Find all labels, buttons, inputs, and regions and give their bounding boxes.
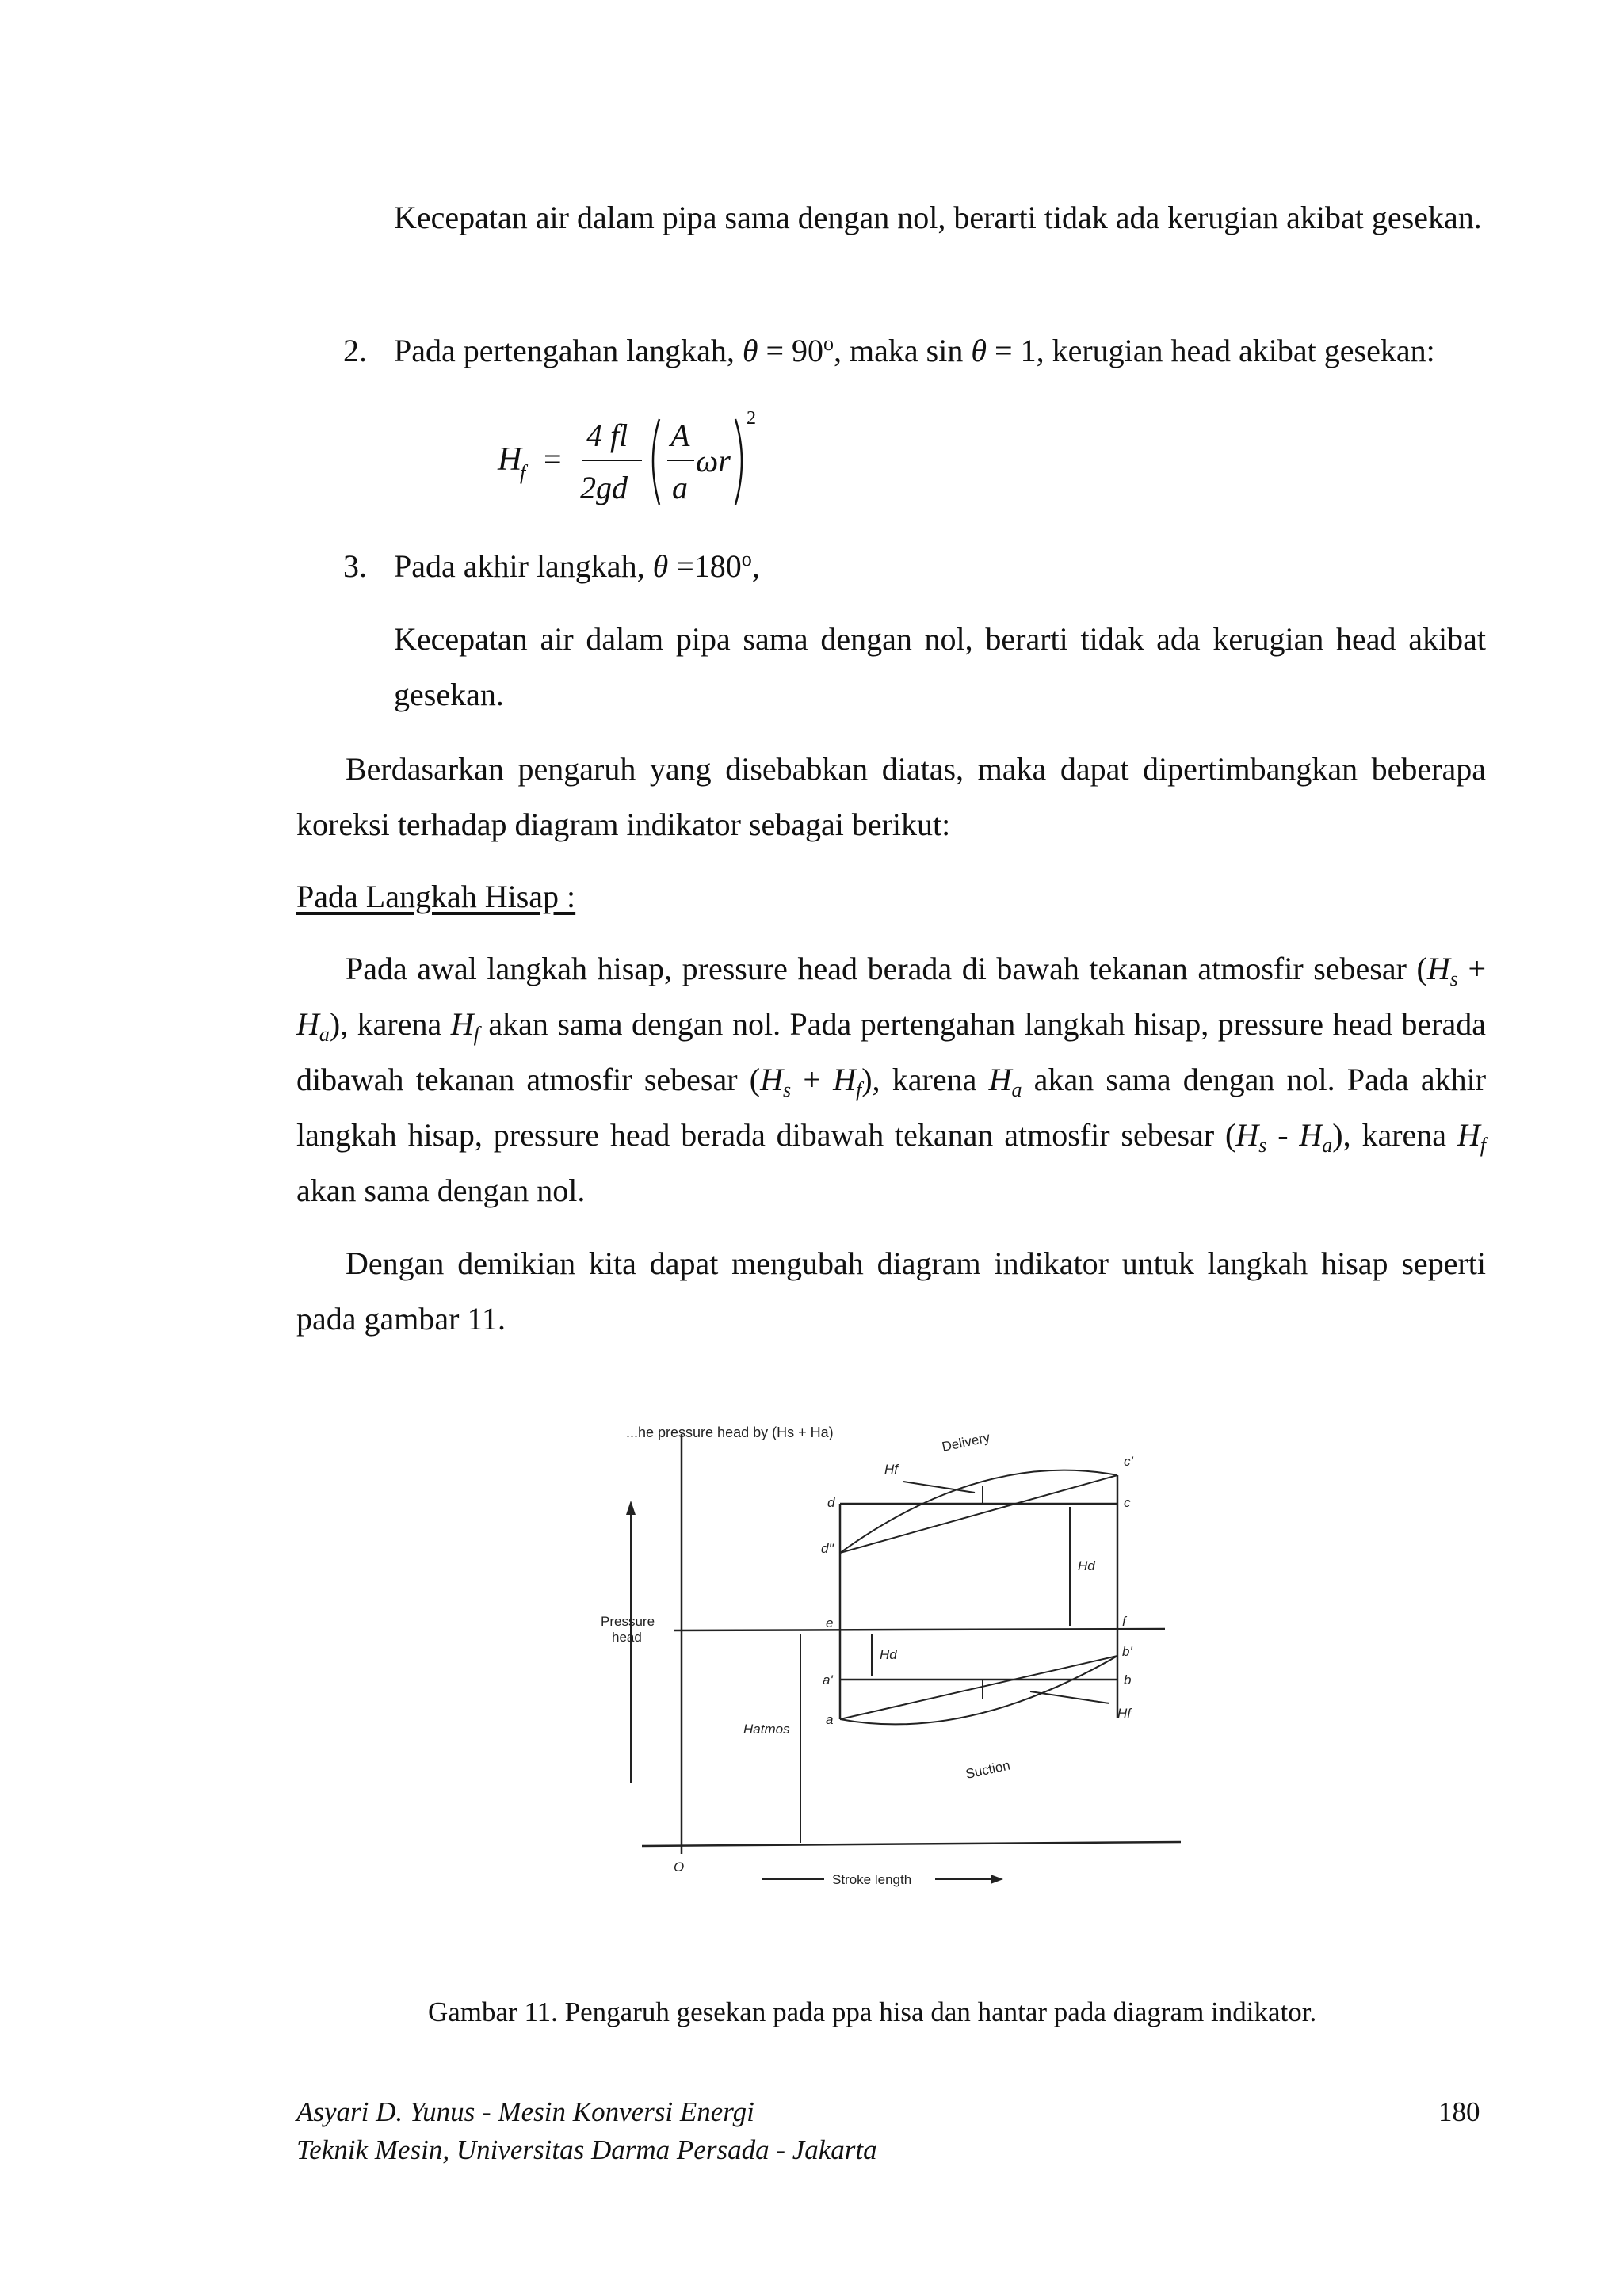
delivery-diagonal	[840, 1475, 1117, 1553]
subscript: f	[473, 1023, 479, 1046]
text-run: ), karena	[861, 1062, 989, 1097]
formula-a: a	[672, 470, 688, 505]
footer-line-2: Teknik Mesin, Universitas Darma Persada - Jakarta	[296, 2134, 877, 2165]
subscript: f	[1480, 1134, 1486, 1157]
point-b1: b'	[1122, 1644, 1132, 1659]
suction-diagonal	[840, 1656, 1117, 1719]
point-a1: a'	[823, 1672, 833, 1688]
subscript: a	[319, 1023, 330, 1046]
hf-pointer	[1030, 1691, 1109, 1703]
paragraph-awal-langkah	[296, 941, 1486, 1219]
list-item-2	[343, 323, 1500, 379]
subscript: a	[1322, 1134, 1333, 1157]
theta-symbol: θ	[742, 333, 758, 368]
footer-author	[296, 2093, 877, 2169]
text-run: -	[1266, 1117, 1300, 1153]
figure-top-fragment: ...he pressure head by (Hs + Ha)	[626, 1425, 834, 1440]
theta-symbol: θ	[652, 548, 669, 584]
item2-text-a: Pada pertengahan langkah,	[394, 333, 743, 368]
point-b: b	[1124, 1672, 1132, 1688]
subscript: s	[1449, 967, 1458, 990]
symbol-H: H	[833, 1062, 856, 1097]
figure-caption: Gambar 11. Pengaruh gesekan pada ppa hisa dan hantar pada diagram indikator.	[428, 1997, 1317, 2027]
point-d2: d''	[821, 1541, 834, 1556]
text-run: ), karena	[1332, 1117, 1457, 1153]
item2-text-b: = 90	[758, 333, 824, 368]
paragraph-dengan-demikian: Dengan demikian kita dapat mengubah diagram indikator untuk langkah hisap seperti pada gambar 11.	[296, 1245, 1486, 1337]
list-number: 3.	[343, 548, 367, 584]
list-item-3	[343, 539, 1500, 594]
suction-label: Suction	[964, 1757, 1012, 1782]
arrow-head	[626, 1501, 636, 1515]
hf-bottom-label: Hf	[1117, 1706, 1131, 1721]
formula-A: A	[670, 418, 690, 453]
footer-line-1: Asyari D. Yunus - Mesin Konversi Energi	[296, 2096, 754, 2127]
indicator-diagram-figure	[555, 1418, 1189, 1909]
point-e: e	[826, 1615, 834, 1630]
symbol-H: H	[1457, 1117, 1480, 1153]
friction-head-formula	[491, 400, 777, 527]
degree-superscript: o	[823, 332, 834, 355]
item3-text-b: =180	[668, 548, 742, 584]
paragraph-berdasarkan: Berdasarkan pengaruh yang disebabkan diatas, maka dapat dipertimbangkan beberapa koreksi terhadap diagram indikator sebagai berikut:	[296, 751, 1486, 842]
symbol-H: H	[1426, 951, 1450, 986]
formula-numerator: 4 fl	[586, 418, 628, 453]
arrow-head	[991, 1875, 1003, 1884]
text-run: +	[791, 1062, 834, 1097]
symbol-H: H	[760, 1062, 783, 1097]
text-run: akan sama dengan nol.	[296, 1173, 586, 1208]
paragraph-intro: Kecepatan air dalam pipa sama dengan nol, berarti tidak ada kerugian akibat gesekan.	[394, 200, 1482, 235]
list-number: 2.	[343, 333, 367, 368]
text-run: Pada awal langkah hisap, pressure head berada di bawah tekanan atmosfir sebesar (	[346, 951, 1427, 986]
hd-bottom-label: Hd	[880, 1647, 897, 1662]
horizontal-axis	[642, 1842, 1181, 1846]
text-run: akan sama dengan nol. Pada pertengahan langkah hisap, pressure head berada dibawah tekanan atmosfir sebesar (	[296, 1006, 1487, 1097]
text-run: +	[1457, 951, 1486, 986]
formula-exponent: 2	[747, 408, 756, 429]
atmospheric-line	[674, 1629, 1165, 1630]
text-run: akan sama dengan nol. Pada akhir langkah hisap, pressure head berada dibawah tekanan atmosfir sebesar (	[296, 1062, 1487, 1153]
item3-text-c: ,	[751, 548, 760, 584]
point-f: f	[1122, 1614, 1126, 1629]
stroke-length-label: Stroke length	[832, 1872, 912, 1887]
formula-f-subscript: f	[520, 461, 526, 484]
page-number: 180	[1438, 2096, 1480, 2127]
hd-top-label: Hd	[1078, 1558, 1095, 1573]
formula-equals: =	[544, 441, 562, 477]
right-paren	[735, 419, 742, 505]
degree-superscript: o	[741, 547, 752, 570]
point-d: d	[827, 1495, 835, 1510]
formula-H: H	[498, 441, 522, 478]
formula-denominator: 2gd	[580, 470, 628, 505]
pressure-label: Pressure	[601, 1614, 655, 1629]
symbol-H: H	[296, 1006, 319, 1042]
text-run: ), karena	[329, 1006, 451, 1042]
section-heading-langkah-hisap: Pada Langkah Hisap :	[296, 879, 576, 914]
item2-text-d: = 1, kerugian head akibat gesekan:	[987, 333, 1435, 368]
formula-omega-r: ωr	[696, 443, 731, 479]
symbol-H: H	[450, 1006, 474, 1042]
symbol-H: H	[988, 1062, 1012, 1097]
delivery-label: Delivery	[940, 1429, 991, 1455]
hf-top-label: Hf	[884, 1462, 898, 1477]
subscript: s	[1258, 1134, 1267, 1157]
symbol-H: H	[1299, 1117, 1323, 1153]
hatmos-label: Hatmos	[743, 1722, 790, 1737]
origin-label: O	[674, 1859, 685, 1875]
head-label: head	[612, 1630, 642, 1645]
symbol-H: H	[1235, 1117, 1259, 1153]
item2-text-c: , maka sin	[834, 333, 972, 368]
point-a: a	[826, 1712, 834, 1727]
item3-text-a: Pada akhir langkah,	[394, 548, 653, 584]
subscript: a	[1011, 1078, 1022, 1101]
theta-symbol: θ	[971, 333, 987, 368]
subscript: s	[782, 1078, 792, 1101]
point-c: c	[1124, 1495, 1131, 1510]
left-paren	[653, 419, 659, 505]
subscript: f	[856, 1078, 862, 1101]
list-item-3-text: Kecepatan air dalam pipa sama dengan nol, berarti tidak ada kerugian head akibat gesekan.	[394, 621, 1486, 712]
point-c1: c'	[1124, 1454, 1133, 1469]
